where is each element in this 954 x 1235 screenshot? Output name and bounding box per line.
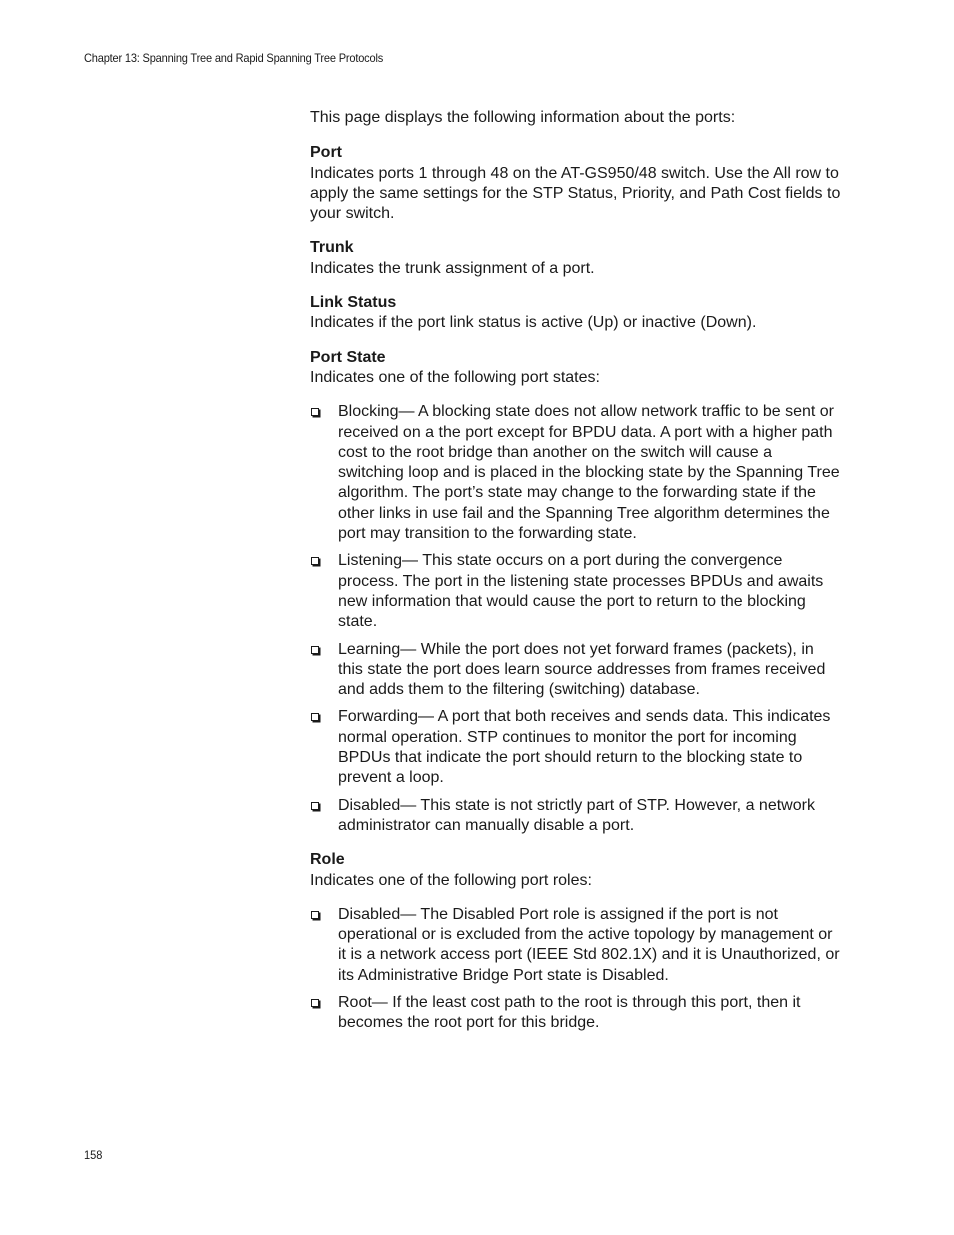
section-title-port-state: Port State [310, 348, 386, 366]
list-item-text: Learning— While the port does not yet forward frames (packets), in this state the port does learn source addresses from frames received and adds them to the filtering (switching) database. [338, 640, 826, 699]
list-item [310, 993, 842, 1034]
port-state-list [310, 402, 842, 836]
list-item-text: Disabled— The Disabled Port role is assigned if the port is not operational or is excluded from the active topology by management or it is a network access port (IEEE Std 802.1X) and it is Unauthorized, or its Administrative Bridge Port state is Disabled. [338, 905, 840, 984]
section-title-trunk: Trunk [310, 239, 354, 257]
section-title-role: Role [310, 851, 345, 869]
checkbox-bullet-icon [311, 408, 319, 416]
role-list [310, 905, 842, 1034]
list-item-text: Listening— This state occurs on a port during the convergence process. The port in the listening state processes BPDUs and awaits new information that would cause the port to return to the blocking state. [338, 552, 824, 631]
checkbox-bullet-icon [311, 557, 319, 565]
checkbox-bullet-icon [311, 999, 319, 1007]
section-trunk [310, 238, 842, 279]
running-header: Chapter 13: Spanning Tree and Rapid Spanning Tree Protocols [84, 51, 384, 65]
section-link-status [310, 293, 842, 334]
list-item-text: Blocking— A blocking state does not allow network traffic to be sent or received on a the port except for BPDU data. A port with a higher path cost to the root bridge than another on the switch will cause a switching loop and is placed in the blocking state by the Spanning Tree algorithm. The port’s state may change to the forwarding state if the other links in use fail and the Spanning Tree algorithm determines the port may transition to the forwarding state. [338, 403, 840, 543]
checkbox-bullet-icon [311, 646, 319, 654]
checkbox-bullet-icon [311, 802, 319, 810]
list-item-text: Forwarding— A port that both receives and sends data. This indicates normal operation. STP continues to monitor the port for incoming BPDUs that indicate the port should return to the blocking state to prevent a loop. [338, 708, 831, 787]
list-item [310, 640, 842, 701]
section-text-port-state: Indicates one of the following port states: [310, 368, 600, 386]
section-title-port: Port [310, 144, 342, 162]
page-number: 158 [84, 1148, 103, 1162]
section-text-trunk: Indicates the trunk assignment of a port. [310, 259, 595, 277]
list-item [310, 905, 842, 986]
section-text-role: Indicates one of the following port roles: [310, 871, 592, 889]
section-title-link-status: Link Status [310, 294, 397, 312]
section-port [310, 143, 842, 224]
checkbox-bullet-icon [311, 713, 319, 721]
section-port-state [310, 348, 842, 837]
main-content [310, 108, 842, 1048]
list-item [310, 796, 842, 837]
list-item [310, 551, 842, 632]
section-text-link-status: Indicates if the port link status is active (Up) or inactive (Down). [310, 314, 757, 332]
list-item-text: Disabled— This state is not strictly part of STP. However, a network administrator can manually disable a port. [338, 796, 815, 834]
checkbox-bullet-icon [311, 911, 319, 919]
list-item-text: Root— If the least cost path to the root is through this port, then it becomes the root port for this bridge. [338, 993, 801, 1032]
list-item [310, 707, 842, 788]
section-text-port: Indicates ports 1 through 48 on the AT-GS950/48 switch. Use the All row to apply the same settings for the STP Status, Priority, and Path Cost fields to your switch. [310, 164, 841, 223]
list-item [310, 402, 842, 544]
section-role [310, 850, 842, 1033]
intro-paragraph: This page displays the following information about the ports: [310, 109, 736, 126]
